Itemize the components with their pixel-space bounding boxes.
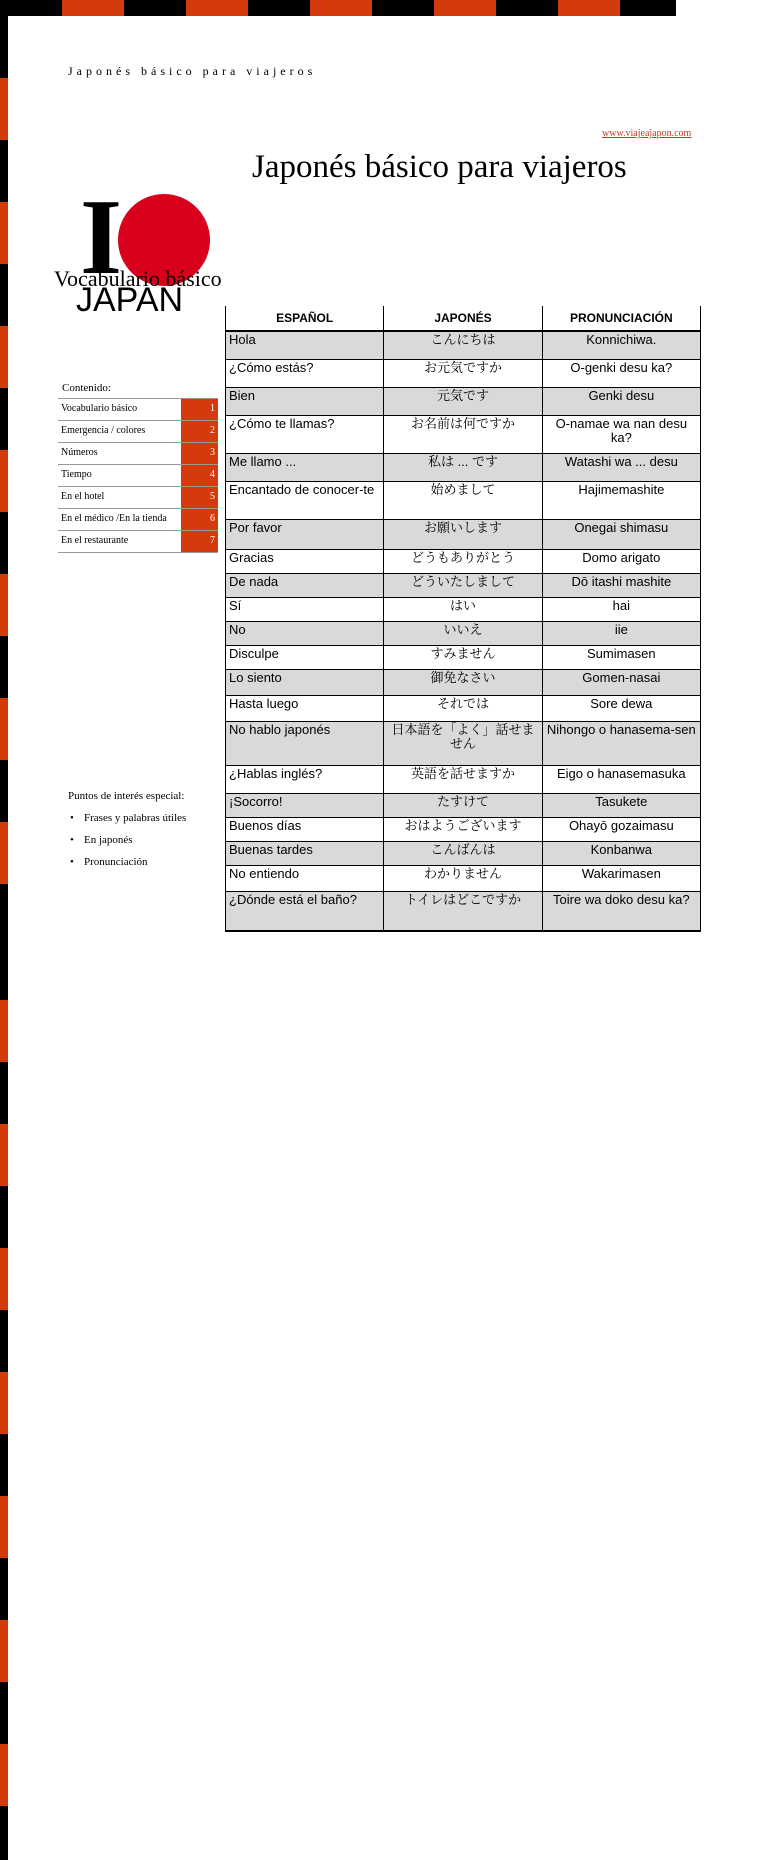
page-title: Japonés básico para viajeros — [252, 149, 627, 185]
table-row — [226, 621, 701, 645]
cell-pronunciation: Dō itashi mashite — [542, 573, 700, 597]
vocabulary-table — [225, 306, 701, 932]
table-row — [226, 695, 701, 721]
table-row — [226, 549, 701, 573]
contents-item-page: 5 — [181, 487, 218, 508]
cell-japanese: おはようございます — [384, 817, 542, 841]
contents-item[interactable] — [58, 421, 218, 443]
cell-spanish: Disculpe — [226, 645, 384, 669]
column-header-spanish: ESPAÑOL — [226, 306, 384, 331]
cell-spanish: Buenos días — [226, 817, 384, 841]
cell-japanese: すみません — [384, 645, 542, 669]
contents-item-page: 2 — [181, 421, 218, 442]
contents-item-label: En el hotel — [61, 491, 105, 502]
table-row — [226, 331, 701, 359]
frame-border-right — [0, 938, 8, 1860]
cell-pronunciation: Eigo o hanasemasuka — [542, 765, 700, 793]
cell-japanese: 始めまして — [384, 481, 542, 519]
column-header-japanese: JAPONÉS — [384, 306, 542, 331]
cell-spanish: Buenas tardes — [226, 841, 384, 865]
table-row — [226, 415, 701, 453]
cell-pronunciation: Konnichiwa. — [542, 331, 700, 359]
special-point-item: • En japonés — [70, 832, 186, 854]
frame-border-bottom — [0, 8, 676, 16]
cell-pronunciation: Sore dewa — [542, 695, 700, 721]
contents-item[interactable] — [58, 399, 218, 421]
cell-japanese: たすけて — [384, 793, 542, 817]
cell-japanese: いいえ — [384, 621, 542, 645]
special-points-list — [70, 810, 186, 876]
contents-item-page: 4 — [181, 465, 218, 486]
cell-pronunciation: O-namae wa nan desu ka? — [542, 415, 700, 453]
special-points-title: Puntos de interés especial: — [68, 790, 185, 802]
table-row — [226, 721, 701, 765]
cell-pronunciation: Hajimemashite — [542, 481, 700, 519]
cell-spanish: No entiendo — [226, 865, 384, 891]
table-row — [226, 519, 701, 549]
cell-pronunciation: Onegai shimasu — [542, 519, 700, 549]
contents-item-page: 7 — [181, 531, 218, 552]
table-row — [226, 841, 701, 865]
contents-item[interactable] — [58, 509, 218, 531]
cell-japanese: はい — [384, 597, 542, 621]
cell-japanese: トイレはどこですか — [384, 891, 542, 931]
cell-pronunciation: Sumimasen — [542, 645, 700, 669]
contents-item-label: Emergencia / colores — [61, 425, 146, 436]
table-row — [226, 645, 701, 669]
table-row — [226, 481, 701, 519]
cell-spanish: ¿Cómo te llamas? — [226, 415, 384, 453]
cell-japanese: 日本語を「よく」話せません — [384, 721, 542, 765]
cell-pronunciation: Domo arigato — [542, 549, 700, 573]
cell-japanese: わかりません — [384, 865, 542, 891]
table-row — [226, 597, 701, 621]
cell-japanese: お名前は何ですか — [384, 415, 542, 453]
column-header-pronunciation: PRONUNCIACIÓN — [542, 306, 700, 331]
cell-pronunciation: Genki desu — [542, 387, 700, 415]
cell-spanish: ¿Hablas inglés? — [226, 765, 384, 793]
table-row — [226, 359, 701, 387]
cell-japanese: お願いします — [384, 519, 542, 549]
cell-pronunciation: Tasukete — [542, 793, 700, 817]
cell-japanese: こんにちは — [384, 331, 542, 359]
contents-item-label: Números — [61, 447, 98, 458]
cell-pronunciation: Nihongo o hanasema-sen — [542, 721, 700, 765]
frame-border-top — [0, 0, 676, 8]
cell-japanese: 御免なさい — [384, 669, 542, 695]
logo-word: JAPAN — [76, 281, 184, 319]
cell-spanish: No hablo japonés — [226, 721, 384, 765]
section-subtitle: Vocabulario básico — [54, 266, 222, 291]
contents-item[interactable] — [58, 531, 218, 553]
cell-spanish: ¡Socorro! — [226, 793, 384, 817]
cell-spanish: De nada — [226, 573, 384, 597]
cell-spanish: Hasta luego — [226, 695, 384, 721]
cell-japanese: それでは — [384, 695, 542, 721]
vocabulary-table-body — [226, 331, 701, 931]
table-row — [226, 793, 701, 817]
special-point-item: • Pronunciación — [70, 854, 186, 876]
cell-pronunciation: Gomen-nasai — [542, 669, 700, 695]
contents-item-label: Tiempo — [61, 469, 92, 480]
cell-pronunciation: Toire wa doko desu ka? — [542, 891, 700, 931]
cell-japanese: どういたしまして — [384, 573, 542, 597]
cell-japanese: どうもありがとう — [384, 549, 542, 573]
contents-item-label: En el restaurante — [61, 535, 129, 546]
contents-item[interactable] — [58, 487, 218, 509]
cell-spanish: ¿Dónde está el baño? — [226, 891, 384, 931]
contents-item-page: 6 — [181, 509, 218, 530]
website-link[interactable]: www.viajeajapon.com — [602, 128, 692, 139]
cell-pronunciation: Ohayō gozaimasu — [542, 817, 700, 841]
cell-spanish: Bien — [226, 387, 384, 415]
contents-item[interactable] — [58, 443, 218, 465]
cell-spanish: Por favor — [226, 519, 384, 549]
cell-pronunciation: Konbanwa — [542, 841, 700, 865]
table-row — [226, 387, 701, 415]
contents-item[interactable] — [58, 465, 218, 487]
table-row — [226, 453, 701, 481]
cell-japanese: こんばんは — [384, 841, 542, 865]
cell-pronunciation: iie — [542, 621, 700, 645]
cell-japanese: 私は ... です — [384, 453, 542, 481]
table-row — [226, 817, 701, 841]
table-header-row — [226, 306, 701, 331]
cell-spanish: ¿Cómo estás? — [226, 359, 384, 387]
contents-list — [58, 398, 218, 553]
cell-spanish: No — [226, 621, 384, 645]
contents-item-label: En el médico /En la tienda — [61, 513, 167, 524]
logo-letter: I — [80, 178, 123, 297]
cell-pronunciation: O-genki desu ka? — [542, 359, 700, 387]
frame-border-left — [0, 16, 8, 938]
cell-pronunciation: hai — [542, 597, 700, 621]
cell-japanese: お元気ですか — [384, 359, 542, 387]
contents-item-label: Vocabulario básico — [61, 403, 138, 414]
cell-spanish: Gracias — [226, 549, 384, 573]
cell-pronunciation: Watashi wa ... desu — [542, 453, 700, 481]
table-row — [226, 573, 701, 597]
contents-item-page: 3 — [181, 443, 218, 464]
table-row — [226, 669, 701, 695]
cell-spanish: Me llamo ... — [226, 453, 384, 481]
table-row — [226, 765, 701, 793]
running-header: Japonés básico para viajeros — [68, 64, 317, 78]
cell-spanish: Lo siento — [226, 669, 384, 695]
cell-spanish: Sí — [226, 597, 384, 621]
table-row — [226, 865, 701, 891]
cell-pronunciation: Wakarimasen — [542, 865, 700, 891]
cell-spanish: Hola — [226, 331, 384, 359]
contents-item-page: 1 — [181, 399, 218, 420]
cell-japanese: 元気です — [384, 387, 542, 415]
contents-title: Contenido: — [62, 382, 111, 394]
cell-spanish: Encantado de conocer-te — [226, 481, 384, 519]
table-row — [226, 891, 701, 931]
special-point-item: • Frases y palabras útiles — [70, 810, 186, 832]
cell-japanese: 英語を話せますか — [384, 765, 542, 793]
